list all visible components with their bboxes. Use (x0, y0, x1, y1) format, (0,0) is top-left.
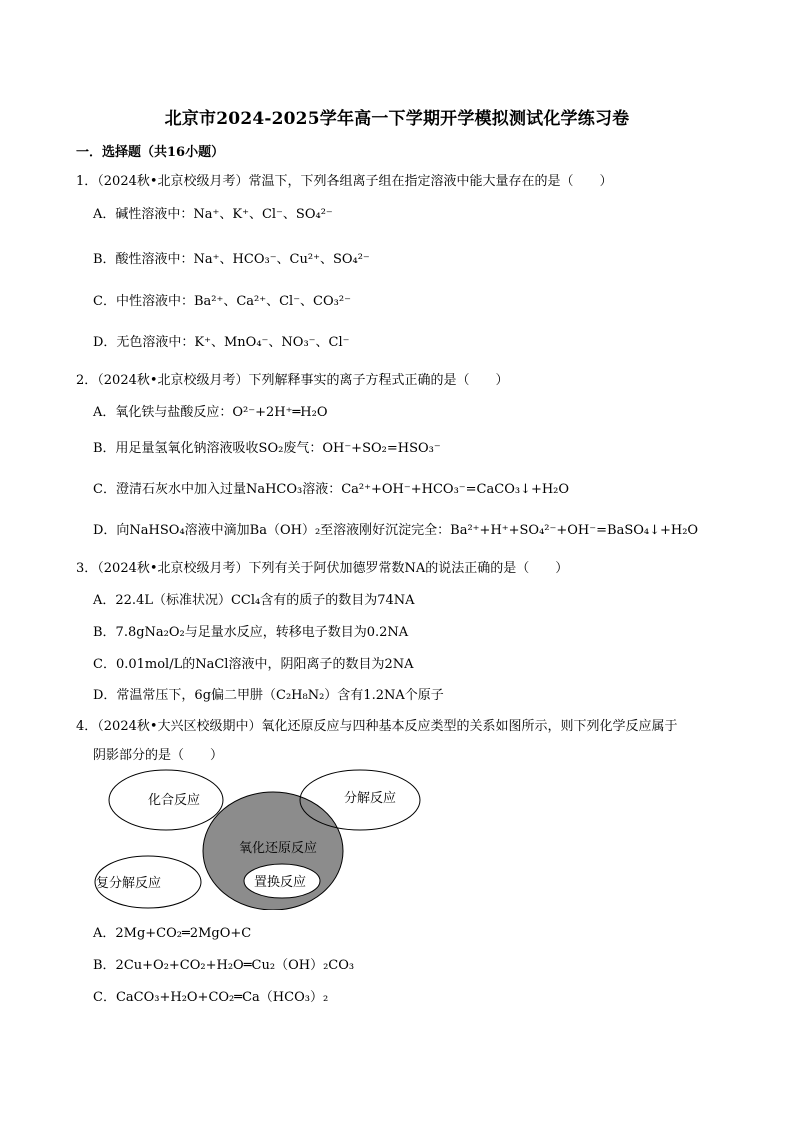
question-3-option-b: B．7.8gNa₂O₂与足量水反应，转移电子数目为0.2NA (93, 625, 409, 640)
question-2-option-c: C．澄清石灰水中加入过量NaHCO₃溶液：Ca²⁺+OH⁻+HCO₃⁻=CaCO₃↓+H₂O (93, 482, 570, 497)
question-4-option-a: A．2Mg+CO₂═2MgO+C (93, 926, 252, 941)
question-2-option-b: B．用足量氢氧化钠溶液吸收SO₂废气：OH⁻+SO₂=HSO₃⁻ (93, 441, 441, 456)
decomposition-label: 分解反应 (344, 791, 397, 806)
question-2-option-d: D．向NaHSO₄溶液中滴加Ba（OH）₂至溶液刚好沉淀完全：Ba²⁺+H⁺+SO₄²⁻+OH⁻=BaSO₄↓+H₂O (93, 523, 699, 538)
question-4-stem-line-2: 阴影部分的是（ ） (93, 748, 224, 763)
section-heading: 一．选择题（共16小题） (76, 145, 225, 160)
reaction-type-venn-diagram (88, 768, 438, 910)
question-1-option-a: A．碱性溶液中：Na⁺、K⁺、Cl⁻、SO₄²⁻ (93, 207, 333, 222)
question-1-option-b: B．酸性溶液中：Na⁺、HCO₃⁻、Cu²⁺、SO₄²⁻ (93, 252, 370, 267)
question-2-option-a: A．氧化铁与盐酸反应：O²⁻+2H⁺═H₂O (93, 405, 328, 420)
question-4-option-c: C．CaCO₃+H₂O+CO₂═Ca（HCO₃）₂ (93, 990, 329, 1005)
question-4-option-b: B．2Cu+O₂+CO₂+H₂O═Cu₂（OH）₂CO₃ (93, 958, 355, 973)
combination-label: 化合反应 (148, 793, 201, 808)
page-title: 北京市2024-2025学年高一下学期开学模拟测试化学练习卷 (164, 109, 630, 129)
question-3-option-d: D．常温常压下，6g偏二甲肼（C₂H₈N₂）含有1.2NA个原子 (93, 688, 444, 703)
displacement-label: 置换反应 (254, 875, 307, 890)
double-replacement-label: 复分解反应 (96, 876, 162, 891)
redox-label: 氧化还原反应 (239, 841, 318, 856)
question-1-option-c: C．中性溶液中：Ba²⁺、Ca²⁺、Cl⁻、CO₃²⁻ (93, 294, 351, 309)
question-1-option-d: D．无色溶液中：K⁺、MnO₄⁻、NO₃⁻、Cl⁻ (93, 335, 350, 350)
question-3-option-a: A．22.4L（标准状况）CCl₄含有的质子的数目为74NA (93, 593, 415, 608)
question-3-option-c: C．0.01mol/L的NaCl溶液中，阴阳离子的数目为2NA (93, 657, 414, 672)
question-4-stem-line-1: 4．（2024秋•大兴区校级期中）氧化还原反应与四种基本反应类型的关系如图所示，则下列化学反应属于 (76, 719, 678, 734)
question-1-stem: 1．（2024秋•北京校级月考）常温下，下列各组离子组在指定溶液中能大量存在的是（ ） (76, 174, 613, 189)
question-2-stem: 2．（2024秋•北京校级月考）下列解释事实的离子方程式正确的是（ ） (76, 373, 509, 388)
question-3-stem: 3．（2024秋•北京校级月考）下列有关于阿伏加德罗常数NA的说法正确的是（ ） (76, 561, 569, 576)
